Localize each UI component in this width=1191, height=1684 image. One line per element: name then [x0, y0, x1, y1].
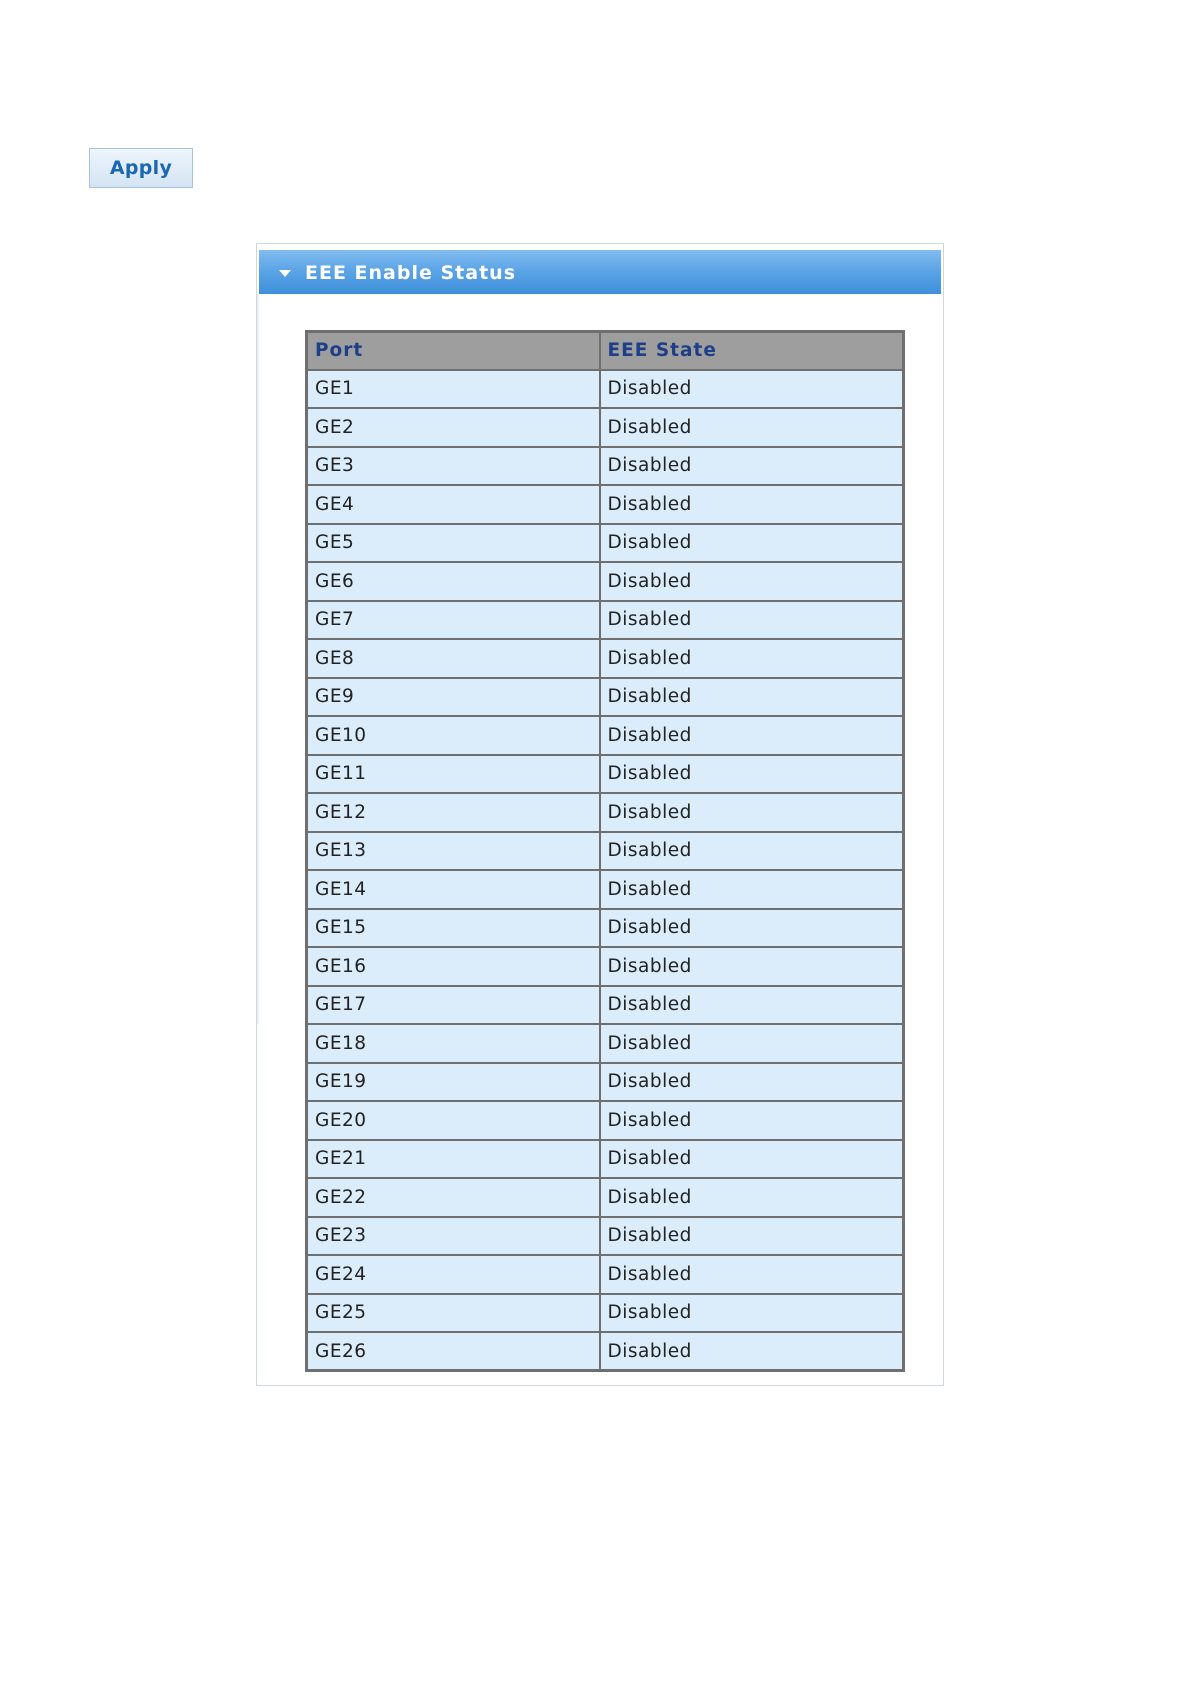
table-row	[307, 562, 904, 601]
port-cell: GE8	[307, 639, 600, 678]
port-cell: GE6	[307, 562, 600, 601]
port-cell: GE23	[307, 1217, 600, 1256]
table-row	[307, 1332, 904, 1371]
eee-state-cell: Disabled	[600, 1255, 904, 1294]
table-row	[307, 832, 904, 871]
table-row	[307, 524, 904, 563]
table-row	[307, 716, 904, 755]
port-cell: GE10	[307, 716, 600, 755]
triangle-down-icon[interactable]	[279, 270, 291, 277]
eee-state-cell: Disabled	[600, 1294, 904, 1333]
port-cell: GE4	[307, 485, 600, 524]
eee-state-cell: Disabled	[600, 793, 904, 832]
eee-state-cell: Disabled	[600, 832, 904, 871]
port-cell: GE7	[307, 601, 600, 640]
table-row	[307, 793, 904, 832]
port-cell: GE20	[307, 1101, 600, 1140]
port-cell: GE3	[307, 447, 600, 486]
eee-state-cell: Disabled	[600, 562, 904, 601]
port-cell: GE15	[307, 909, 600, 948]
eee-state-cell: Disabled	[600, 370, 904, 409]
eee-state-cell: Disabled	[600, 716, 904, 755]
table-row	[307, 1217, 904, 1256]
eee-state-cell: Disabled	[600, 678, 904, 717]
eee-state-cell: Disabled	[600, 1178, 904, 1217]
table-row	[307, 986, 904, 1025]
port-cell: GE22	[307, 1178, 600, 1217]
eee-enable-status-panel	[256, 243, 944, 1386]
port-cell: GE2	[307, 408, 600, 447]
eee-state-cell: Disabled	[600, 639, 904, 678]
eee-state-cell: Disabled	[600, 1140, 904, 1179]
port-cell: GE21	[307, 1140, 600, 1179]
eee-state-cell: Disabled	[600, 870, 904, 909]
table-row	[307, 639, 904, 678]
table-row	[307, 485, 904, 524]
port-cell: GE12	[307, 793, 600, 832]
port-cell: GE25	[307, 1294, 600, 1333]
eee-state-cell: Disabled	[600, 755, 904, 794]
eee-state-cell: Disabled	[600, 947, 904, 986]
table-row	[307, 447, 904, 486]
eee-state-cell: Disabled	[600, 1217, 904, 1256]
eee-state-cell: Disabled	[600, 408, 904, 447]
table-row	[307, 755, 904, 794]
table-row	[307, 1063, 904, 1102]
port-cell: GE19	[307, 1063, 600, 1102]
port-cell: GE1	[307, 370, 600, 409]
port-cell: GE9	[307, 678, 600, 717]
table-row	[307, 1255, 904, 1294]
table-header-row	[307, 332, 904, 370]
eee-state-cell: Disabled	[600, 909, 904, 948]
table-row	[307, 909, 904, 948]
port-cell: GE17	[307, 986, 600, 1025]
table-row	[307, 601, 904, 640]
eee-state-cell: Disabled	[600, 1063, 904, 1102]
table-row	[307, 1024, 904, 1063]
port-cell: GE5	[307, 524, 600, 563]
eee-status-table	[305, 330, 905, 1372]
port-cell: GE13	[307, 832, 600, 871]
table-row	[307, 870, 904, 909]
port-cell: GE11	[307, 755, 600, 794]
table-row	[307, 678, 904, 717]
port-cell: GE18	[307, 1024, 600, 1063]
eee-state-cell: Disabled	[600, 601, 904, 640]
table-row	[307, 1140, 904, 1179]
column-header-port: Port	[307, 332, 600, 370]
apply-button[interactable]: Apply	[89, 148, 193, 188]
panel-edge-shadow	[257, 294, 260, 1024]
port-cell: GE24	[307, 1255, 600, 1294]
table-row	[307, 1294, 904, 1333]
table-row	[307, 947, 904, 986]
eee-state-cell: Disabled	[600, 1101, 904, 1140]
port-cell: GE14	[307, 870, 600, 909]
port-cell: GE16	[307, 947, 600, 986]
eee-state-cell: Disabled	[600, 1332, 904, 1371]
table-row	[307, 1178, 904, 1217]
panel-header[interactable]	[259, 250, 941, 294]
eee-state-cell: Disabled	[600, 986, 904, 1025]
eee-state-cell: Disabled	[600, 485, 904, 524]
eee-state-cell: Disabled	[600, 524, 904, 563]
table-row	[307, 408, 904, 447]
column-header-eee-state: EEE State	[600, 332, 904, 370]
eee-state-cell: Disabled	[600, 1024, 904, 1063]
eee-state-cell: Disabled	[600, 447, 904, 486]
port-cell: GE26	[307, 1332, 600, 1371]
table-row	[307, 1101, 904, 1140]
panel-title: EEE Enable Status	[305, 262, 516, 284]
table-row	[307, 370, 904, 409]
